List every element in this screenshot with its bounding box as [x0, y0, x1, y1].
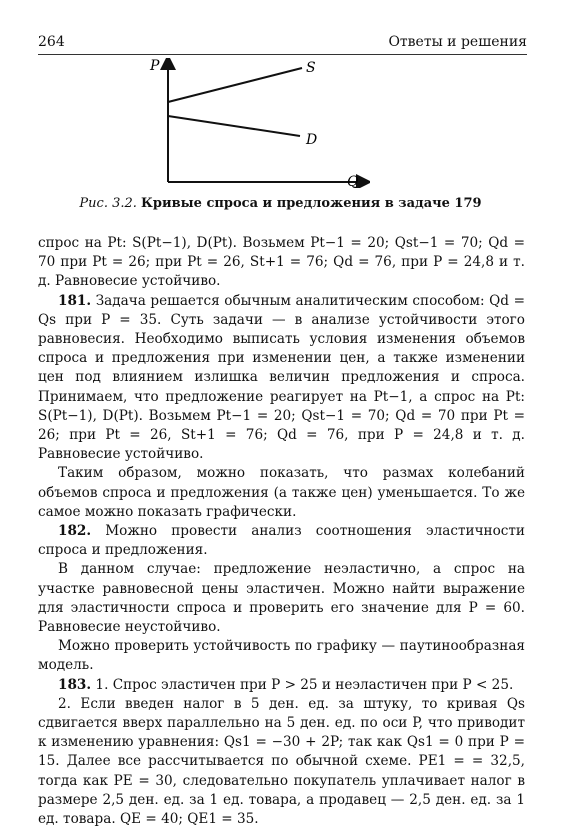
problem-number: 183.: [58, 676, 92, 693]
paragraph: Таким образом, можно показать, что размах колебаний объемов спроса и предложения (а также цен) уменьшается. То же самое можно показать графически.: [38, 465, 525, 520]
paragraph: 183. 1. Спрос эластичен при P > 25 и неэластичен при P < 25.: [58, 676, 514, 693]
paragraph: 2. Если введен налог в 5 ден. ед. за штуку, то кривая Qs сдвигается вверх параллельно на 5 ден. ед. по оси P, что приводит к изменению уравнения: Qs1 = −30 + 2P; так как Qs1 = 0 при P = 15. Далее все рассчитывается по обычной схеме. PE1 = = 32,5, тогда как PE = 30, следовательно покупатель уплачивает налог в размере 2,5 ден. ед. за 1 ед. товара, а продавец — 2,5 ден. ед. за 1 ед. товара. QE = 40; QE1 = 35.: [38, 695, 525, 828]
supply-curve: [168, 68, 302, 102]
paragraph: 182. Можно провести анализ соотношения эластичности спроса и предложения.: [38, 523, 525, 559]
paragraph: 181. Задача решается обычным аналитическим способом: Qd = Qs при P = 35. Суть задачи — в анализе устойчивости этого равновесия. Необходимо выписать условия изменения объемов спроса и предложения при изменении цен, а также изменении цен под влиянием излишка величин предложения и спроса. Принимаем, что предложение реагирует на Pt−1, а спрос на Pt: S(Pt−1), D(Pt). Возьмем Pt−1 = 20; Qst−1 = 70; Qd = 70 при Pt = 26; при Pt = 26, St+1 = 76; Qd = 76, при P = 24,8 и т. д. Равновесие устойчиво.: [38, 292, 525, 463]
demand-curve: [168, 116, 300, 136]
figure-caption: [0, 196, 561, 211]
paragraph: В данном случае: предложение неэластично, а спрос на участке равновесной цены эластичен. Можно найти выражение для эластичности спроса и проверить его значение для P = 60. Равновесие неустойчиво.: [38, 561, 525, 636]
axis-y-label: P: [150, 58, 160, 74]
supply-demand-figure: [140, 58, 370, 188]
paragraph: спрос на Pt: S(Pt−1), D(Pt). Возьмем Pt−1 = 20; Qst−1 = 70; Qd = 70 при Pt = 26; при Pt = 26, St+1 = 76; Qd = 76, при P = 24,8 и т. д. Равновесие устойчиво.: [38, 235, 525, 290]
supply-label: S: [306, 60, 316, 76]
text-body: [38, 234, 525, 829]
page-header: [38, 34, 527, 52]
caption-prefix: Рис. 3.2.: [79, 196, 137, 211]
problem-number: 181.: [58, 292, 92, 309]
paragraph: Можно проверить устойчивость по графику — паутинообразная модель.: [38, 638, 525, 674]
running-title: Ответы и решения: [388, 34, 527, 50]
demand-label: D: [306, 132, 318, 148]
page-number: 264: [38, 34, 65, 50]
header-rule: [38, 54, 527, 55]
caption-text: Кривые спроса и предложения в задаче 179: [141, 196, 482, 211]
axis-x-label: Q: [347, 174, 359, 188]
problem-number: 182.: [58, 523, 92, 540]
